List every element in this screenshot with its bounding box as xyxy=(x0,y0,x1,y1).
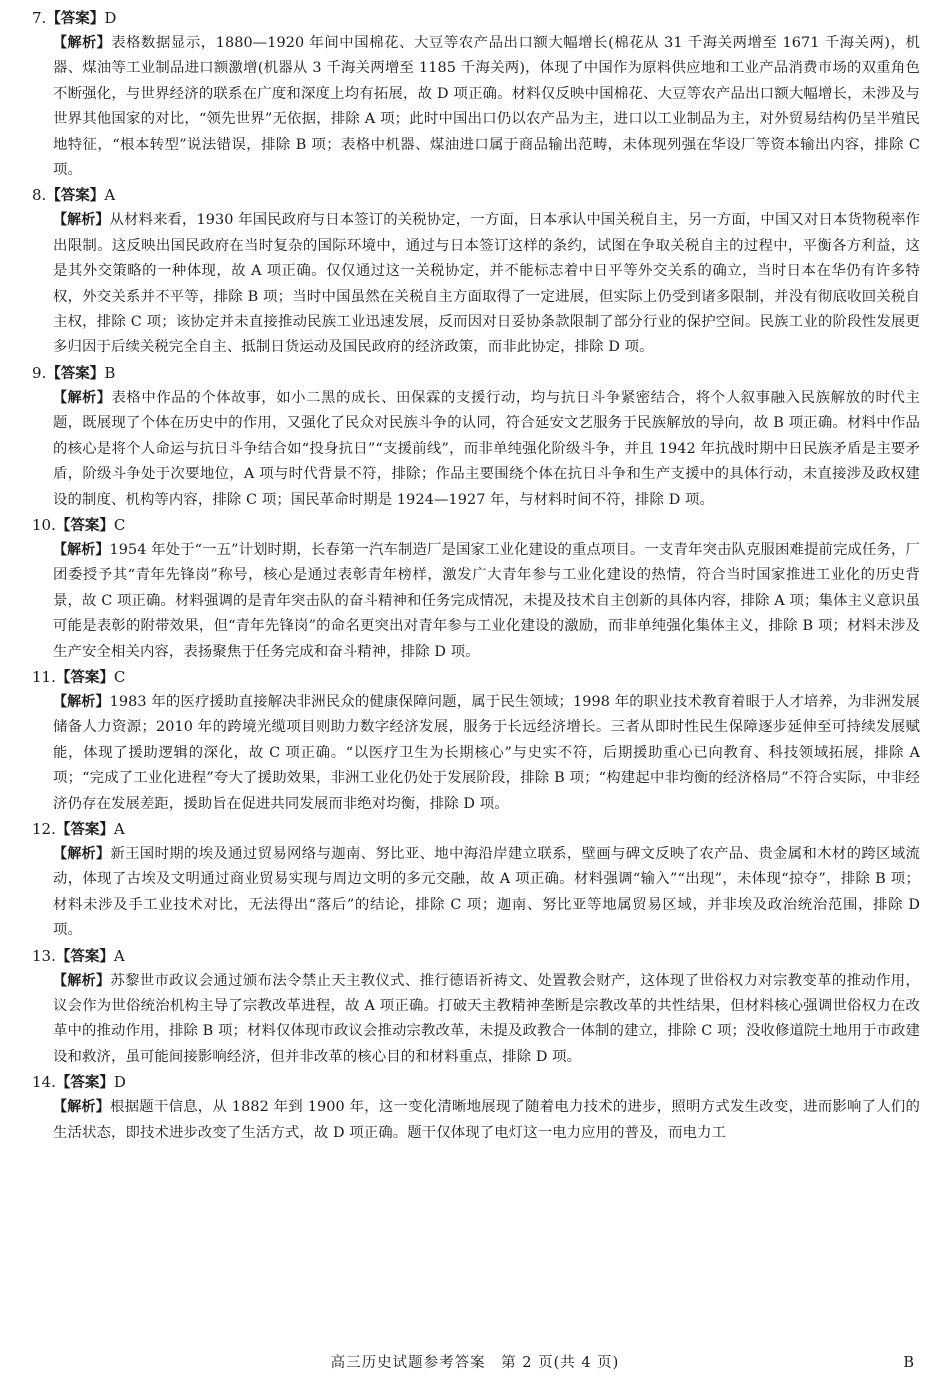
analysis-paragraph xyxy=(53,386,920,513)
answer-item-7 xyxy=(32,6,920,183)
answer-item-9 xyxy=(32,361,920,513)
answer-line xyxy=(32,817,920,842)
question-number: 13. xyxy=(32,946,56,965)
analysis-paragraph xyxy=(53,208,920,360)
analysis-text: 苏黎世市政议会通过颁布法令禁止天主教仪式、推行德语祈祷文、处置教会财产，这体现了世俗权力对宗教变革的推动作用，议会作为世俗统治机构主导了宗教改革进程，故 A 项正确。打破天主教精神垄断是宗教改革的共性结果，但材料核心强调世俗权力在改革中的推动作用，排除 B 项；材料仅体现市政议会推动宗教改革，未提及政教合一体制的建立，排除 C 项；没收修道院土地用于市政建设和救济，虽可能间接影响经济，但并非改革的核心目的和材料重点，排除 D 项。 xyxy=(53,972,920,1065)
question-number: 10. xyxy=(32,515,56,534)
analysis-text: 新王国时期的埃及通过贸易网络与迦南、努比亚、地中海沿岸建立联系，壁画与碑文反映了农产品、贵金属和木材的跨区域流动，体现了古埃及文明通过商业贸易实现与周边文明的多元交融，故 A 项正确。材料强调“输入”“出现”，未体现“掠夺”，排除 B 项；材料未涉及手工业技术对比，无法得出“落后”的结论，排除 C 项；迦南、努比亚等地属贸易区域，并非埃及政治统治范围，排除 D 项。 xyxy=(53,845,920,939)
analysis-label: 【解析】 xyxy=(53,389,112,406)
question-number: 8. xyxy=(32,186,47,205)
analysis-text: 从材料来看，1930 年国民政府与日本签订的关税协定，一方面，日本承认中国关税自主，另一方面，中国又对日本货物税率作出限制。这反映出国民政府在当时复杂的国际环境中，通过与日本签订这样的条约，试图在争取关税自主的过程中，平衡各方利益，这是其外交策略的一种体现，故 A 项正确。仅仅通过这一关税协定，并不能标志着中日平等外交关系的确立，当时日本在华仍有许多特权，外交关系并不平等，排除 B 项；当时中国虽然在关税自主方面取得了一定进展，但实际上仍受到诸多限制，并没有彻底收回关税自主权，排除 C 项；该协定并未直接推动民族工业迅速发展，反而因对日妥协条款限制了部分行业的保护空间。民族工业的阶段性发展更多归因于后续关税完全自主、抵制日货运动及国民政府的经济政策，而非此协定，排除 D 项。 xyxy=(53,212,920,356)
answer-choice: A xyxy=(104,186,116,205)
answer-item-13 xyxy=(32,944,920,1071)
analysis-label: 【解析】 xyxy=(53,541,110,558)
footer-version-mark: B xyxy=(903,1355,914,1371)
answer-choice: D xyxy=(104,9,117,27)
analysis-label: 【解析】 xyxy=(53,845,111,862)
answer-line xyxy=(32,1070,920,1095)
answer-choice: B xyxy=(104,363,116,382)
question-number: 9. xyxy=(32,363,47,382)
analysis-text: 表格数据显示，1880—1920 年间中国棉花、大豆等农产品出口额大幅增长(棉花从 31 千海关两增至 1671 千海关两)，机器、煤油等工业制品进口额激增(机器从 3 千海关两增至 1185 千海关两)，体现了中国作为原料供应地和工业产品消费市场的双重角色不断强化，与世界经济的联系在广度和深度上均有拓展，故 D 项正确。材料仅反映中国棉花、大豆等农产品出口额大幅增长，未涉及与世界其他国家的对比，“领先世界”无依据，排除 A 项；此时中国出口仍以农产品为主，进口以工业制品为主，对外贸易结构仍呈半殖民地特征，“根本转型”说法错误，排除 B 项；表格中机器、煤油进口属于商品输出范畴，未体现列强在华设厂等资本输出内容，排除 C 项。 xyxy=(53,35,920,179)
question-number: 12. xyxy=(32,819,56,838)
analysis-label: 【解析】 xyxy=(53,1099,110,1116)
analysis-paragraph xyxy=(53,690,920,817)
answer-choice: D xyxy=(113,1073,126,1092)
answer-label: 【答案】 xyxy=(46,365,105,382)
analysis-paragraph xyxy=(53,538,920,665)
answer-line xyxy=(32,6,920,31)
analysis-label: 【解析】 xyxy=(53,693,110,710)
answer-item-12 xyxy=(32,817,920,944)
question-number: 11. xyxy=(32,667,56,686)
answer-item-14 xyxy=(32,1070,920,1146)
answer-line xyxy=(32,361,920,386)
answer-line xyxy=(32,944,920,969)
analysis-label: 【解析】 xyxy=(53,212,110,229)
analysis-paragraph xyxy=(53,31,920,183)
analysis-label: 【解析】 xyxy=(53,35,112,51)
answer-label: 【答案】 xyxy=(46,188,105,205)
analysis-paragraph xyxy=(53,969,920,1071)
analysis-text: 1954 年处于“一五”计划时期，长春第一汽车制造厂是国家工业化建设的重点项目。一支青年突击队克服困难提前完成任务，厂团委授予其“青年先锋岗”称号，核心是通过表彰青年榜样，激发广大青年参与工业化建设的热情，符合当时国家推进工业化的历史背景，故 C 项正确。材料强调的是青年突击队的奋斗精神和任务完成情况，未提及技术自主创新的具体内容，排除 A 项；集体主义意识虽可能是表彰的附带效果，但“青年先锋岗”的命名更突出对青年参与工业化建设的激励，而非单纯强化集体主义，排除 B 项；材料未涉及生产安全相关内容，表扬聚焦于任务完成和奋斗精神，排除 D 项。 xyxy=(53,541,920,660)
answer-label: 【答案】 xyxy=(55,669,114,686)
question-number: 7. xyxy=(32,9,47,27)
answer-label: 【答案】 xyxy=(46,11,105,27)
analysis-paragraph xyxy=(53,1095,920,1146)
answer-line xyxy=(32,665,920,690)
page-footer xyxy=(0,1350,950,1376)
analysis-text: 表格中作品的个体故事，如小二黑的成长、田保霖的支援行动，均与抗日斗争紧密结合，将个人叙事融入民族解放的时代主题，既展现了个体在历史中的作用，又强化了民众对民族斗争的认同，符合延安文艺服务于民族解放的导向，故 B 项正确。材料中作品的核心是将个人命运与抗日斗争结合如“投身抗日”“支援前线”，而非单纯强化阶级斗争，并且 1942 年抗战时期中日民族矛盾是主要矛盾，阶级斗争处于次要地位，A 项与时代背景不符，排除；作品主要围绕个体在抗日斗争和生产支援中的具体行动，未直接涉及政权建设的制度、机构等内容，排除 C 项；国民革命时期是 1924—1927 年，与材料时间不符，排除 D 项。 xyxy=(53,389,920,508)
answer-choice: A xyxy=(113,819,125,838)
answer-choice: A xyxy=(113,946,125,965)
footer-page-info: 高三历史试题参考答案 第 2 页(共 4 页) xyxy=(330,1355,620,1371)
question-number: 14. xyxy=(32,1073,56,1092)
analysis-label: 【解析】 xyxy=(53,972,111,989)
answer-key-page xyxy=(32,6,920,1146)
analysis-text: 根据题干信息，从 1882 年到 1900 年，这一变化清晰地展现了随着电力技术的进步，照明方式发生改变，进而影响了人们的生活状态，即技术进步改变了生活方式，故 D 项正确。题干仅体现了电灯这一电力应用的普及，而电力工 xyxy=(53,1099,920,1141)
answer-choice: C xyxy=(113,667,126,686)
answer-choice: C xyxy=(113,515,126,534)
answer-label: 【答案】 xyxy=(55,517,114,534)
answer-label: 【答案】 xyxy=(55,1075,114,1092)
answer-item-8 xyxy=(32,183,920,360)
answer-label: 【答案】 xyxy=(55,821,114,838)
answer-line xyxy=(32,513,920,538)
answer-item-10 xyxy=(32,513,920,665)
answer-label: 【答案】 xyxy=(55,948,114,965)
answer-line xyxy=(32,183,920,208)
analysis-text: 1983 年的医疗援助直接解决非洲民众的健康保障问题，属于民生领域；1998 年的职业技术教育着眼于人才培养，为非洲发展储备人力资源；2010 年的跨境光缆项目则助力数字经济发展，服务于长远经济增长。三者从即时性民生保障逐步延伸至可持续发展赋能，体现了援助逻辑的深化，故 C 项正确。“以医疗卫生为长期核心”与史实不符，后期援助重心已向教育、科技领域拓展，排除 A 项；“完成了工业化进程”夸大了援助效果，非洲工业化仍处于发展阶段，排除 B 项；“构建起中非均衡的经济格局”不符合实际，中非经济仍存在发展差距，援助旨在促进共同发展而非绝对均衡，排除 D 项。 xyxy=(53,693,920,812)
answer-item-11 xyxy=(32,665,920,817)
analysis-paragraph xyxy=(53,842,920,944)
